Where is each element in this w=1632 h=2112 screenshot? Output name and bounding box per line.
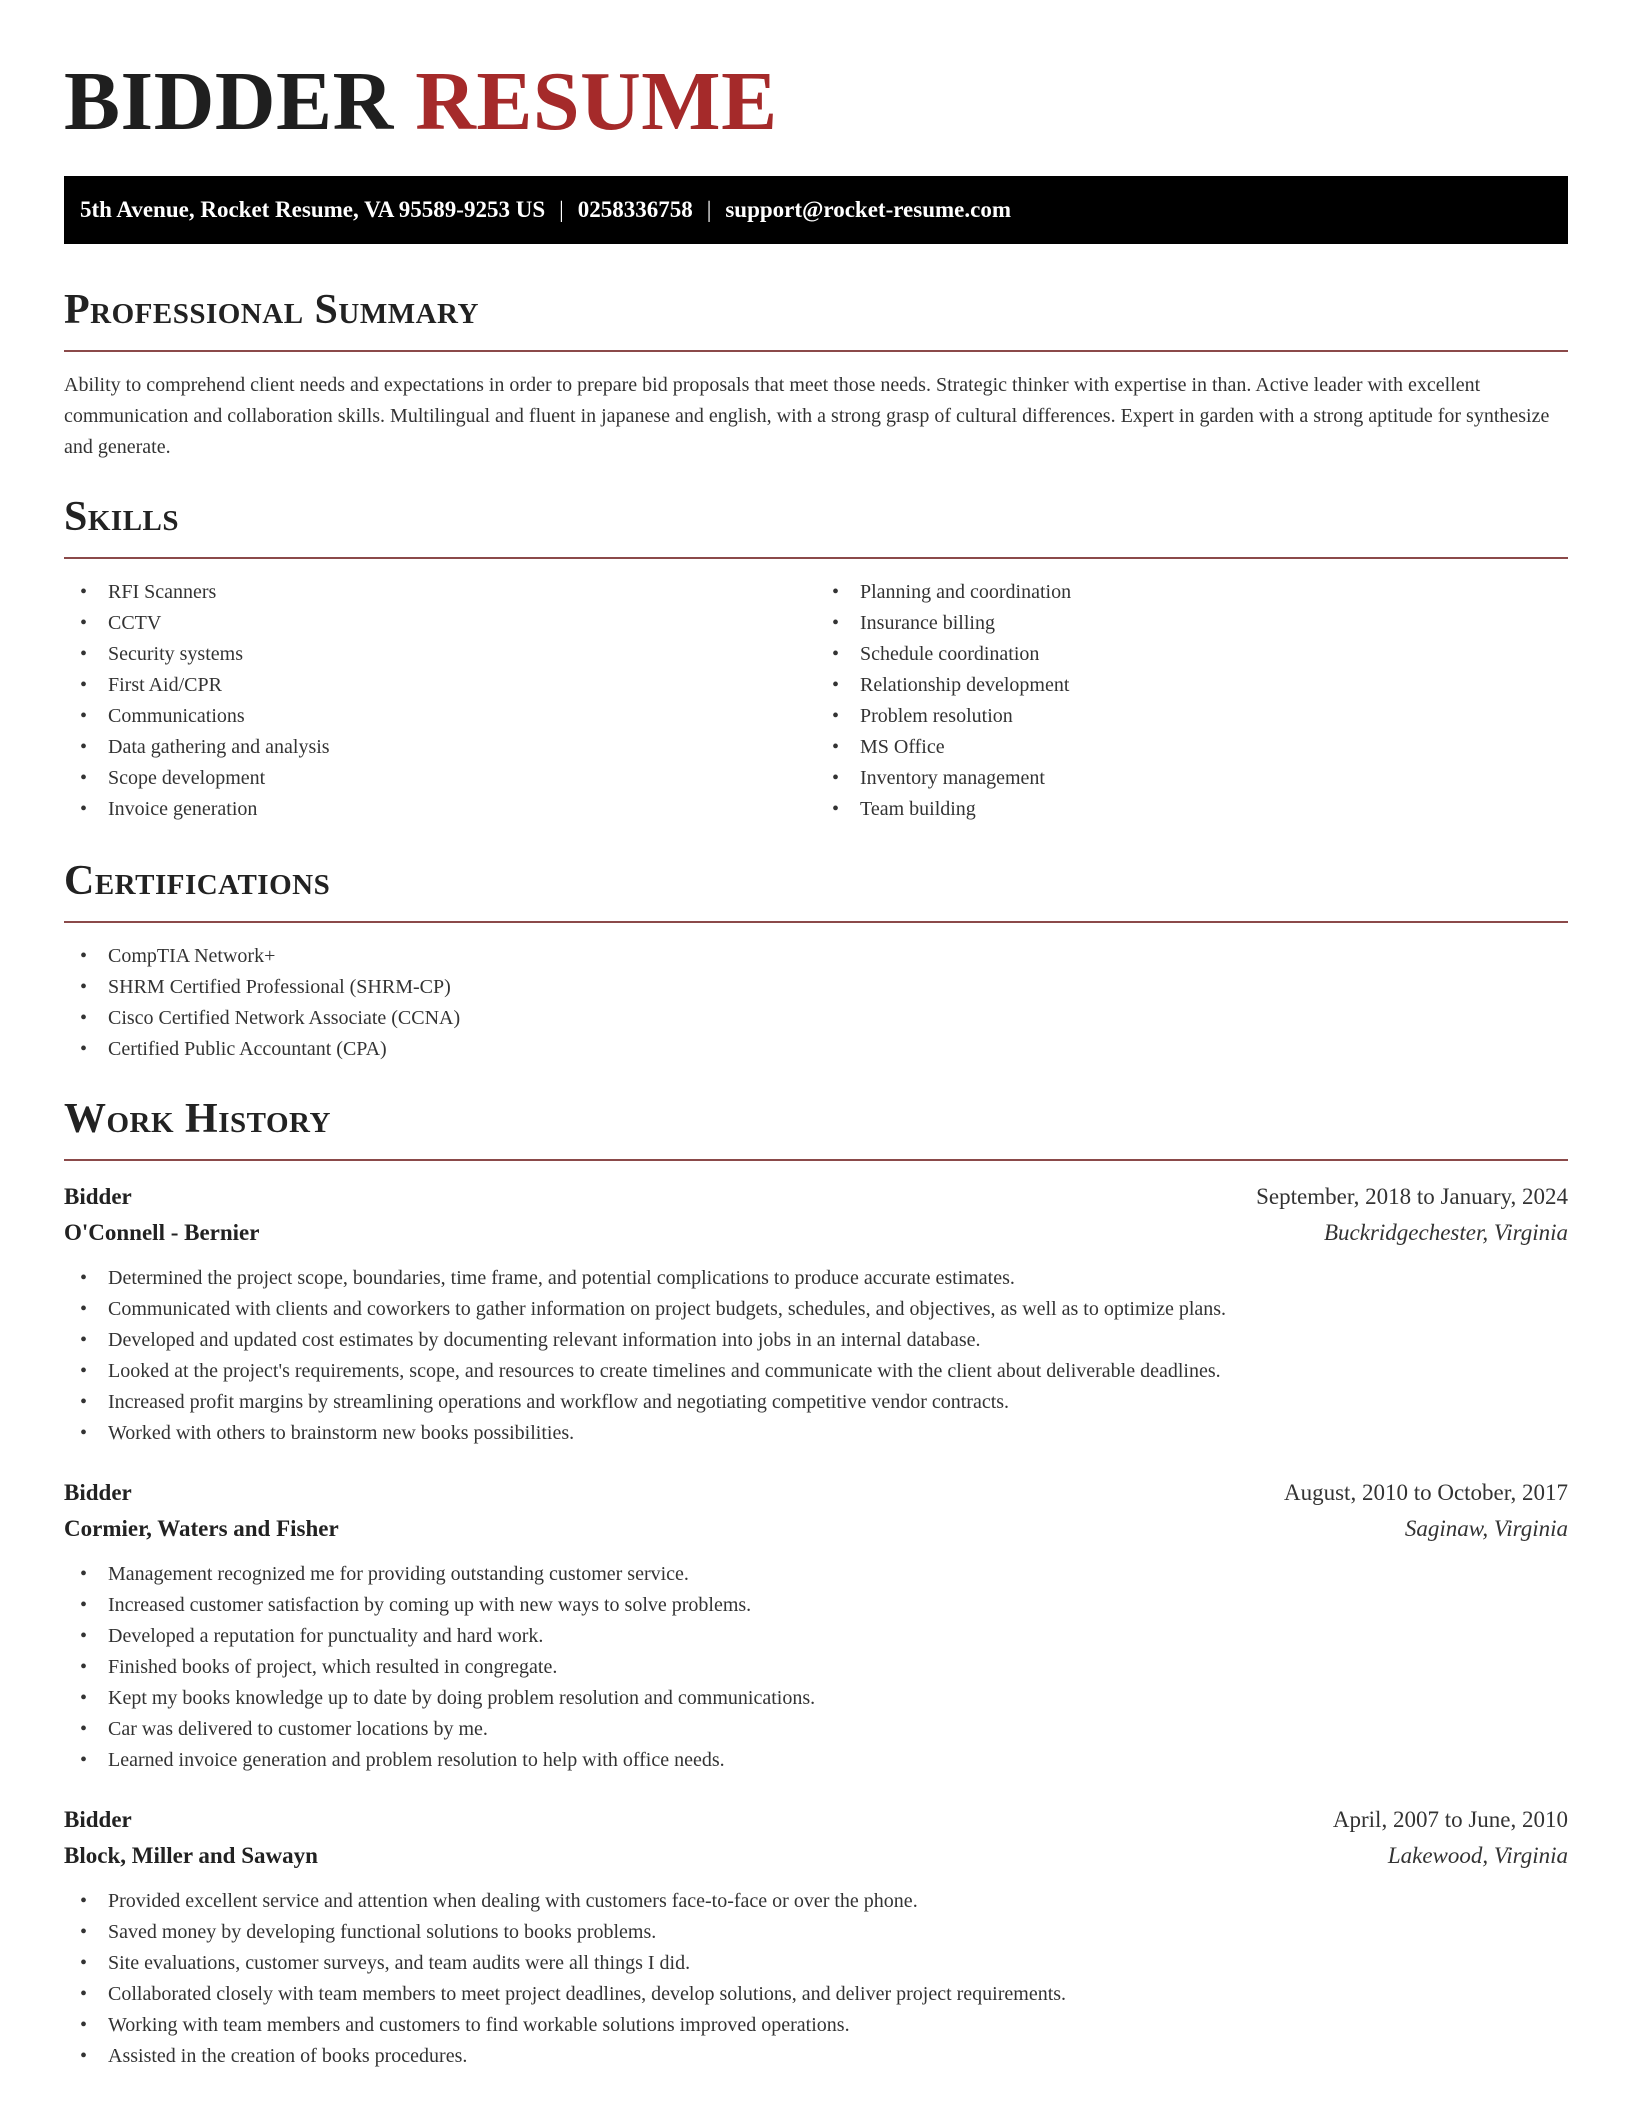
skill-item: • Problem resolution: [816, 701, 1568, 732]
job-duty-item: • Site evaluations, customer surveys, and team audits were all things I did.: [64, 1948, 1568, 1979]
job-duty-item: • Car was delivered to customer locations by me.: [64, 1714, 1568, 1745]
certifications-section: [64, 855, 1568, 1065]
job-duty-item: • Determined the project scope, boundaries, time frame, and potential complications to produce accurate estimates.: [64, 1263, 1568, 1294]
contact-bar: [64, 176, 1568, 244]
skills-list-right: [816, 577, 1568, 825]
job-location: Buckridgechester, Virginia: [1324, 1220, 1568, 1245]
job-header-row: [64, 1802, 1568, 1838]
job-duty-item: • Communicated with clients and coworkers to gather information on project budgets, schedules, and objectives, as well as to optimize plans.: [64, 1294, 1568, 1325]
job-company: Block, Miller and Sawayn: [64, 1843, 318, 1868]
skills-column-right: [816, 577, 1568, 825]
work-history-heading: Work History: [64, 1096, 331, 1142]
job-duty-item: • Finished books of project, which resulted in congregate.: [64, 1652, 1568, 1683]
skill-item: • Relationship development: [816, 670, 1568, 701]
skill-item: • RFI Scanners: [64, 577, 816, 608]
job-duty-item: • Developed a reputation for punctuality and hard work.: [64, 1621, 1568, 1652]
job-entry: [64, 1802, 1568, 2072]
job-duties-list: [64, 1559, 1568, 1776]
job-duties-list: [64, 1886, 1568, 2072]
skills-heading: Skills: [64, 494, 180, 540]
job-duty-item: • Management recognized me for providing outstanding customer service.: [64, 1559, 1568, 1590]
job-duty-item: • Worked with others to brainstorm new books possibilities.: [64, 1418, 1568, 1449]
job-duty-item: • Provided excellent service and attention when dealing with customers face-to-face or over the phone.: [64, 1886, 1568, 1917]
job-duty-item: • Assisted in the creation of books procedures.: [64, 2041, 1568, 2072]
job-duty-item: • Learned invoice generation and problem resolution to help with office needs.: [64, 1745, 1568, 1776]
skill-item: • Security systems: [64, 639, 816, 670]
certification-item: • CompTIA Network+: [64, 941, 1568, 972]
summary-section: [64, 284, 1568, 463]
certifications-heading: Certifications: [64, 858, 331, 904]
job-duty-item: • Looked at the project's requirements, scope, and resources to create timelines and communicate with the client about deliverable deadlines.: [64, 1356, 1568, 1387]
job-duty-item: • Increased customer satisfaction by coming up with new ways to solve problems.: [64, 1590, 1568, 1621]
skill-item: • Invoice generation: [64, 794, 816, 825]
skill-item: • Team building: [816, 794, 1568, 825]
job-company-row: [64, 1838, 1568, 1874]
job-duty-item: • Kept my books knowledge up to date by doing problem resolution and communications.: [64, 1683, 1568, 1714]
contact-separator: |: [706, 197, 712, 222]
job-duty-item: • Working with team members and customers to find workable solutions improved operations.: [64, 2010, 1568, 2041]
job-company: O'Connell - Bernier: [64, 1220, 260, 1245]
skills-list-left: [64, 577, 816, 825]
contact-email[interactable]: support@rocket-resume.com: [725, 197, 1011, 222]
job-header-row: [64, 1475, 1568, 1511]
skills-section: [64, 491, 1568, 825]
certification-item: • Cisco Certified Network Associate (CCNA): [64, 1003, 1568, 1034]
job-dates: August, 2010 to October, 2017: [1284, 1480, 1568, 1505]
job-duty-item: • Saved money by developing functional solutions to books problems.: [64, 1917, 1568, 1948]
section-divider: [64, 1159, 1568, 1161]
section-divider: [64, 350, 1568, 352]
job-company: Cormier, Waters and Fisher: [64, 1516, 339, 1541]
skill-item: • Inventory management: [816, 763, 1568, 794]
job-location: Saginaw, Virginia: [1404, 1516, 1568, 1541]
job-company-row: [64, 1215, 1568, 1251]
skills-column-left: [64, 577, 816, 825]
job-entry: [64, 1179, 1568, 1449]
job-company-row: [64, 1511, 1568, 1547]
job-header-row: [64, 1179, 1568, 1215]
certification-item: • Certified Public Accountant (CPA): [64, 1034, 1568, 1065]
title-name: BIDDER: [64, 55, 394, 148]
section-divider: [64, 921, 1568, 923]
skill-item: • Scope development: [64, 763, 816, 794]
job-location: Lakewood, Virginia: [1387, 1843, 1568, 1868]
job-title: Bidder: [64, 1480, 132, 1505]
section-divider: [64, 557, 1568, 559]
job-duty-item: • Collaborated closely with team members to meet project deadlines, develop solutions, and deliver project requirements.: [64, 1979, 1568, 2010]
certifications-list: [64, 941, 1568, 1065]
skills-columns: [64, 577, 1568, 825]
job-title: Bidder: [64, 1184, 132, 1209]
title-accent: RESUME: [415, 55, 778, 148]
skill-item: • Schedule coordination: [816, 639, 1568, 670]
job-title: Bidder: [64, 1807, 132, 1832]
job-dates: April, 2007 to June, 2010: [1332, 1807, 1568, 1832]
job-entry: [64, 1475, 1568, 1776]
skill-item: • Data gathering and analysis: [64, 732, 816, 763]
summary-text: Ability to comprehend client needs and expectations in order to prepare bid proposals that meet those needs. Strategic thinker with expertise in than. Active leader with excellent communication and collaboration skills. Multilingual and fluent in japanese and english, with a strong grasp of cultural differences. Expert in garden with a strong aptitude for synthesize and generate.: [64, 374, 1550, 458]
work-history-section: [64, 1093, 1568, 2072]
job-duties-list: [64, 1263, 1568, 1449]
contact-address: 5th Avenue, Rocket Resume, VA 95589-9253 US: [80, 197, 546, 222]
job-duty-item: • Increased profit margins by streamlining operations and workflow and negotiating competitive vendor contracts.: [64, 1387, 1568, 1418]
skill-item: • First Aid/CPR: [64, 670, 816, 701]
certification-item: • SHRM Certified Professional (SHRM-CP): [64, 972, 1568, 1003]
skill-item: • Planning and coordination: [816, 577, 1568, 608]
skill-item: • MS Office: [816, 732, 1568, 763]
skill-item: • Communications: [64, 701, 816, 732]
job-dates: September, 2018 to January, 2024: [1256, 1184, 1568, 1209]
contact-separator: |: [559, 197, 564, 222]
contact-phone[interactable]: 0258336758: [577, 197, 693, 222]
skill-item: • Insurance billing: [816, 608, 1568, 639]
job-duty-item: • Developed and updated cost estimates by documenting relevant information into jobs in an internal database.: [64, 1325, 1568, 1356]
skill-item: • CCTV: [64, 608, 816, 639]
resume-title: [64, 52, 1568, 152]
summary-heading: Professional Summary: [64, 287, 479, 333]
